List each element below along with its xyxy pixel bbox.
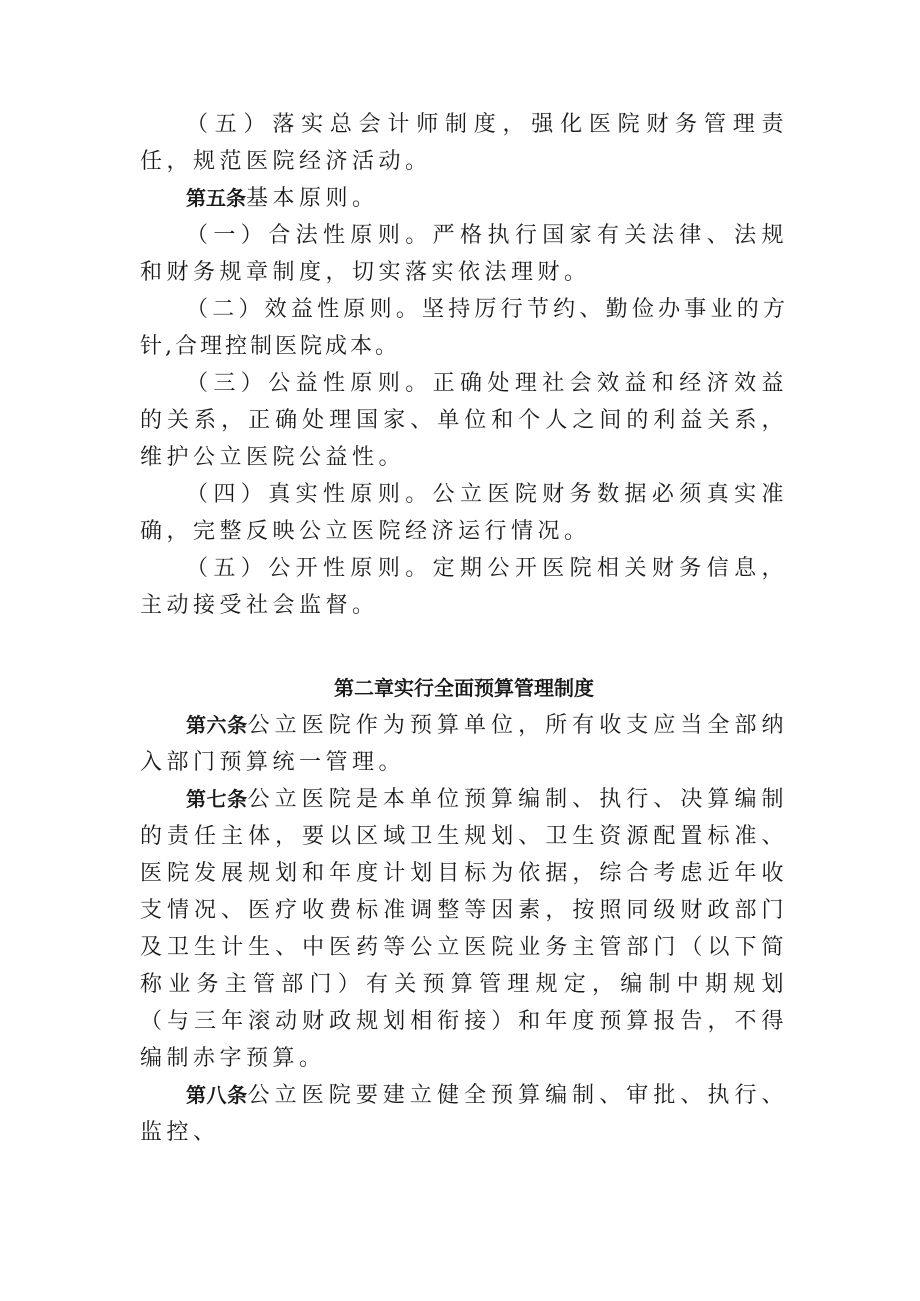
article-7-text: 公立医院是本单位预算编制、执行、决算编制的责任主体，要以区域卫生规划、卫生资源配置标准、医院发展规划和年度计划目标为依据，综合考虑近年收支情况、医疗收费标准调整等因素，按照同级财政部门及卫生计生、中医药等公立医院业务主管部门（以下简称业务主管部门）有关预算管理规定，编制中期规划（与三年滚动财政规划相衔接）和年度预算报告，不得编制赤字预算。: [140, 787, 788, 1071]
article-6-text: 公立医院作为预算单位，所有收支应当全部纳入部门预算统一管理。: [140, 713, 788, 775]
article-5-label: 第五条: [186, 186, 246, 210]
section-gap: [140, 624, 788, 670]
chapter-heading: 第二章实行全面预算管理制度: [334, 676, 594, 700]
article-8-text: 公立医院要建立健全预算编制、审批、执行、监控、: [140, 1083, 788, 1145]
principle-2: （二）效益性原则。坚持厉行节约、勤俭办事业的方针,合理控制医院成本。: [140, 297, 788, 359]
document-body: [140, 106, 788, 1151]
article-8-label: 第八条: [186, 1083, 248, 1107]
principle-5: （五）公开性原则。定期公开医院相关财务信息，主动接受社会监督。: [140, 556, 788, 618]
principle-4: （四）真实性原则。公立医院财务数据必须真实准确，完整反映公立医院经济运行情况。: [140, 482, 788, 544]
article-5-text: 基本原则。: [246, 186, 379, 211]
article-5: [140, 180, 788, 217]
principle-1: （一）合法性原则。严格执行国家有关法律、法规和财务规章制度，切实落实依法理财。: [140, 223, 788, 285]
article-6: [140, 707, 788, 781]
article-8: [140, 1077, 788, 1151]
principle-3: （三）公益性原则。正确处理社会效益和经济效益的关系，正确处理国家、单位和个人之间的利益关系，维护公立医院公益性。: [140, 371, 788, 470]
article-6-label: 第六条: [186, 713, 248, 737]
article-7-label: 第七条: [186, 787, 248, 811]
article-7: [140, 781, 788, 1077]
paragraph-item-5: （五）落实总会计师制度，强化医院财务管理责任，规范医院经济活动。: [140, 112, 788, 174]
